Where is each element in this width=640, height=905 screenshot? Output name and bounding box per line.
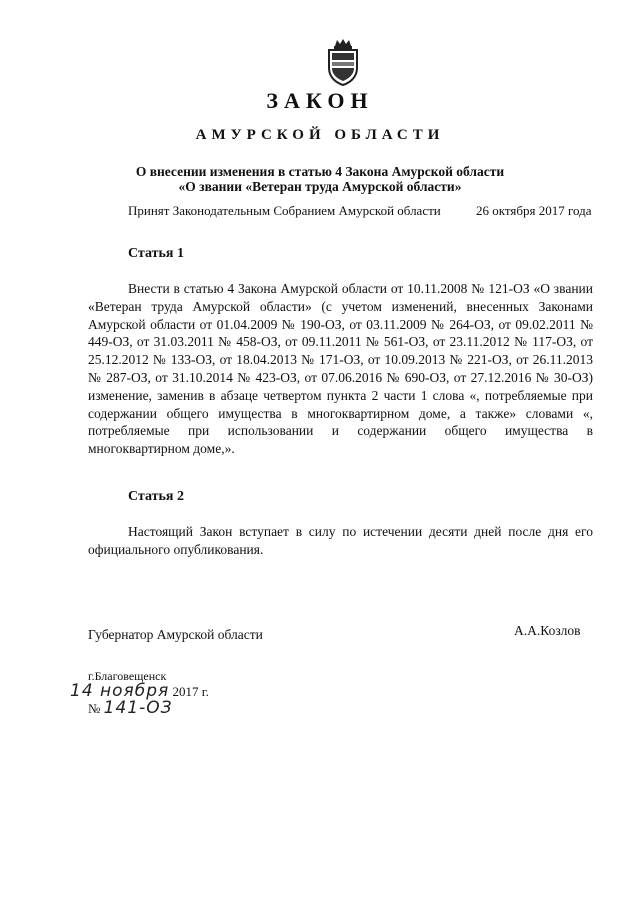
article-2-heading: Статья 2 [128, 489, 184, 504]
law-subject [0, 164, 640, 194]
signatory-title: Губернатор Амурской области [88, 627, 263, 642]
article-2-text: Настоящий Закон вступает в силу по истечении десяти дней после дня его официального опубликования. [88, 524, 593, 557]
adopted-date: 26 октября 2017 года [476, 203, 592, 218]
number-prefix: № [88, 701, 101, 716]
law-title: ЗАКОН [266, 88, 374, 113]
article-1-text: Внести в статью 4 Закона Амурской области от 10.11.2008 № 121-ОЗ «О звании «Ветеран труда Амурской области» (с учетом изменений, внесенных Законами Амурской области от 01.04.2009 № 190-ОЗ, от 03.11.2009 № 264-ОЗ, от 09.02.2011 № 449-ОЗ, от 31.03.2011 № 458-ОЗ, от 09.11.2011 № 561-ОЗ, от 23.11.2012 № 117-ОЗ, от 25.12.2012 № 133-ОЗ, от 18.04.2013 № 171-ОЗ, от 10.09.2013 № 221-ОЗ, от 26.11.2013 № 287-ОЗ, от 31.10.2014 № 423-ОЗ, от 07.06.2016 № 690-ОЗ, от 27.12.2016 № 30-ОЗ) изменение, заменив в абзаце четвертом пункта 2 части 1 слова «, потребляемые при содержании общего имущества в многоквартирном доме, а также» словами «, потребляемые при использовании и содержании общего имущества в многоквартирном доме,». [88, 281, 593, 457]
law-subject-line-1: О внесении изменения в статью 4 Закона Амурской области [135, 164, 505, 179]
signatory-name: А.А.Козлов [514, 623, 581, 638]
handwritten-date: 14 ноября [70, 681, 170, 701]
signing-year: 2017 г. [172, 684, 209, 699]
law-subject-line-2: «О звании «Ветеран труда Амурской области» [178, 179, 462, 194]
coat-of-arms-icon [323, 38, 363, 86]
article-1-heading: Статья 1 [128, 246, 184, 261]
region-title: АМУРСКОЙ ОБЛАСТИ [195, 127, 445, 143]
adopted-text: Принят Законодательным Собранием Амурской области [128, 203, 441, 218]
city: г.Благовещенск [88, 669, 167, 683]
handwritten-number: 141-ОЗ [103, 698, 173, 718]
law-number [88, 698, 173, 718]
